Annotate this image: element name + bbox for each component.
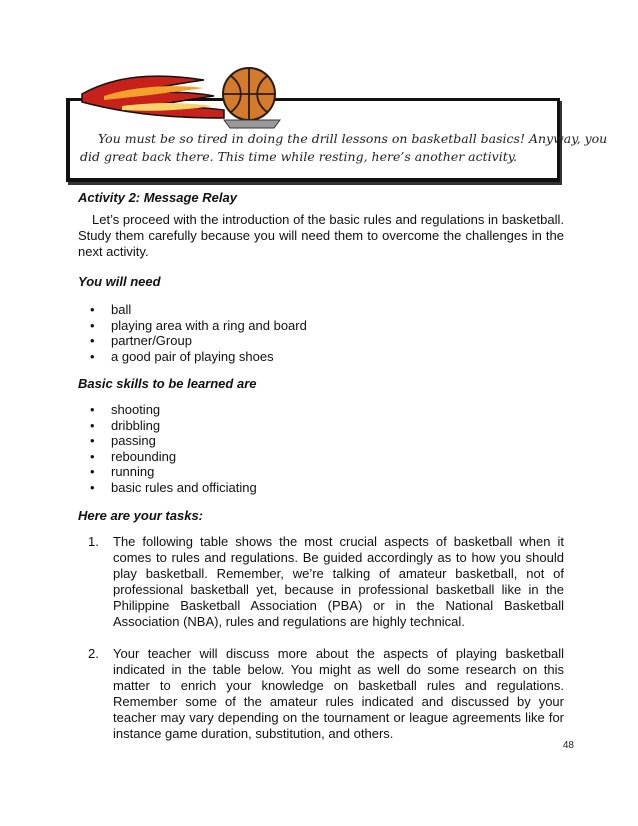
list-item: • dribbling (90, 417, 161, 433)
list-item: • a good pair of playing shoes (90, 348, 274, 364)
bullet-icon: • (90, 402, 95, 417)
list-item: • ball (90, 302, 132, 317)
bullet-icon: • (90, 433, 95, 448)
intro-paragraph: Let’s proceed with the introduction of the basic rules and regulations in basketball. Study them carefully because you will need them to overcome the challenges in the next activity. (78, 212, 564, 259)
task-text: The following table shows the most crucial aspects of basketball when it comes to rules and regulations. Be guided accordingly as to how you should play basketball. Remember, we’re talking of amateur basketball, not of professional basketball yet, because in professional basketball like in the Philippine Basketball Association (PBA) or in the National Basketball Association (NBA), rules and regulations are highly technical. (113, 534, 564, 629)
task-item (78, 534, 564, 630)
task-text: Your teacher will discuss more about the aspects of playing basketball indicated in the table below. You might as well do some research on this matter to enrich your knowledge on basketball rules and regulations. Remember some of the amateur rules indicated and discussed by your teacher may vary depending on the tournament or league agreements like for instance game duration, substitution, and others. (113, 646, 564, 741)
banner-text-line-1: You must be so tired in doing the drill lessons on basketball basics! Anyway, you (98, 131, 608, 146)
skills-list (78, 402, 564, 495)
tasks-list (78, 534, 564, 742)
task-number: 2. (88, 646, 99, 661)
bullet-icon: • (90, 302, 95, 317)
page-number: 48 (562, 740, 574, 751)
task-item (78, 646, 564, 742)
bullet-icon: • (90, 317, 95, 333)
bullet-icon: • (90, 348, 95, 364)
activity-title: Activity 2: Message Relay (78, 190, 237, 205)
bullet-icon: • (90, 448, 95, 464)
list-item: • running (90, 464, 155, 479)
list-item: • rebounding (90, 448, 177, 464)
list-item: • shooting (90, 402, 161, 417)
list-item: • partner/Group (90, 333, 192, 348)
bullet-icon: • (90, 464, 95, 479)
tasks-heading: Here are your tasks: (78, 508, 204, 523)
task-number: 1. (88, 534, 99, 549)
bullet-icon: • (90, 417, 95, 433)
need-list (78, 302, 564, 364)
flaming-basketball-icon (74, 62, 294, 132)
banner-text-line-2: did great back there. This time while resting, here’s another activity. (80, 149, 518, 164)
need-heading: You will need (78, 274, 161, 289)
list-item: • passing (90, 433, 156, 448)
list-item: • basic rules and officiating (90, 479, 257, 495)
list-item: • playing area with a ring and board (90, 317, 307, 333)
message-banner (56, 62, 608, 190)
bullet-icon: • (90, 479, 95, 495)
bullet-icon: • (90, 333, 95, 348)
skills-heading: Basic skills to be learned are (78, 376, 257, 391)
